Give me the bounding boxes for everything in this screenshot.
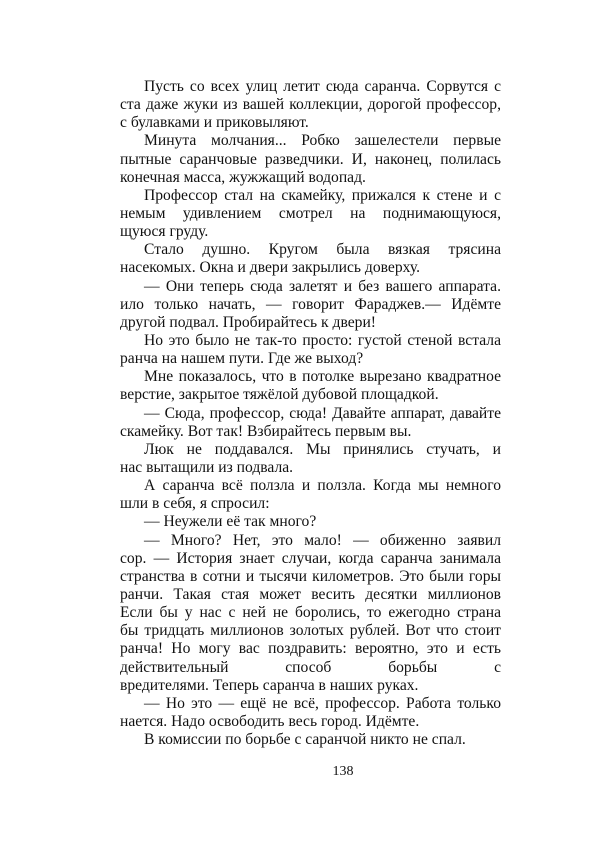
- text-line: сор. — История знает случаи, когда саранча занимала: [120, 549, 501, 567]
- text-line: Стало душно. Кругом была вязкая трясина: [144, 241, 501, 259]
- text-line: конечная масса, жужжащий водопад.: [120, 168, 366, 186]
- text-line: верстие, закрытое тяжёлой дубовой площадкой.: [120, 386, 439, 404]
- text-line: — Но это — ещё не всё, профессор. Работа только: [144, 694, 501, 712]
- text-line: щуюся груду.: [120, 223, 209, 241]
- text-line: Если бы у нас с ней не боролись, то ежегодно страна: [120, 604, 501, 622]
- text-line: ило только начать, — говорит Фараджев.— Идёмте: [120, 295, 501, 313]
- text-line: другой подвал. Пробирайтесь к двери!: [120, 313, 376, 331]
- page-number: 138: [332, 764, 354, 779]
- text-line: вредителями. Теперь саранча в наших руках.: [120, 676, 419, 694]
- text-line: Люк не поддавался. Мы принялись стучать, и: [144, 440, 501, 458]
- text-line: немым удивлением смотрел на поднимающуюся,: [120, 204, 501, 222]
- text-line: шли в себя, я спросил:: [120, 495, 270, 513]
- text-line: Минута молчания... Робко зашелестели первые: [144, 132, 501, 150]
- text-line: — Сюда, профессор, сюда! Давайте аппарат, давайте: [144, 404, 501, 422]
- text-line: — Они теперь сюда залетят и без вашего аппарата.: [144, 277, 501, 295]
- text-line: — Много? Нет, это мало! — обиженно заявил: [144, 531, 501, 549]
- text-line: — Неужели её так много?: [144, 513, 317, 531]
- text-line: А саранча всё ползла и ползла. Когда мы немного: [144, 477, 501, 495]
- text-line: ранчи. Такая стая может весить десятки миллионов: [120, 585, 501, 603]
- text-line: Но это было не так-то просто: густой стеной встала: [144, 331, 501, 349]
- text-line: бы тридцать миллионов золотых рублей. Вот что стоит: [120, 622, 501, 640]
- text-line: нас вытащили из подвала.: [120, 458, 294, 476]
- body-text: [120, 78, 501, 749]
- text-line: Профессор стал на скамейку, прижался к стене и с: [144, 186, 501, 204]
- text-line: с булавками и приковыляют.: [120, 114, 309, 132]
- text-line: пытные саранчовые разведчики. И, наконец, полилась: [120, 150, 501, 168]
- text-line: ста даже жуки из вашей коллекции, дорогой профессор,: [120, 96, 501, 114]
- text-line: ранча! Но могу вас поздравить: вероятно, это и есть: [120, 640, 501, 658]
- text-line: Пусть со всех улиц летит сюда саранча. Сорвутся с: [144, 78, 501, 95]
- text-line: нается. Надо освободить весь город. Идёмте.: [120, 712, 420, 730]
- text-line: ранча на нашем пути. Где же выход?: [120, 350, 364, 368]
- text-line: действительный способ борьбы с: [120, 658, 501, 676]
- text-line: скамейку. Вот так! Взбирайтесь первым вы.: [120, 422, 412, 440]
- text-line: В комиссии по борьбе с саранчой никто не спал.: [144, 731, 466, 749]
- text-line: странства в сотни и тысячи километров. Это были горы: [120, 567, 501, 585]
- text-line: Мне показалось, что в потолке вырезано квадратное: [144, 368, 501, 386]
- text-line: насекомых. Окна и двери закрылись доверху.: [120, 259, 420, 277]
